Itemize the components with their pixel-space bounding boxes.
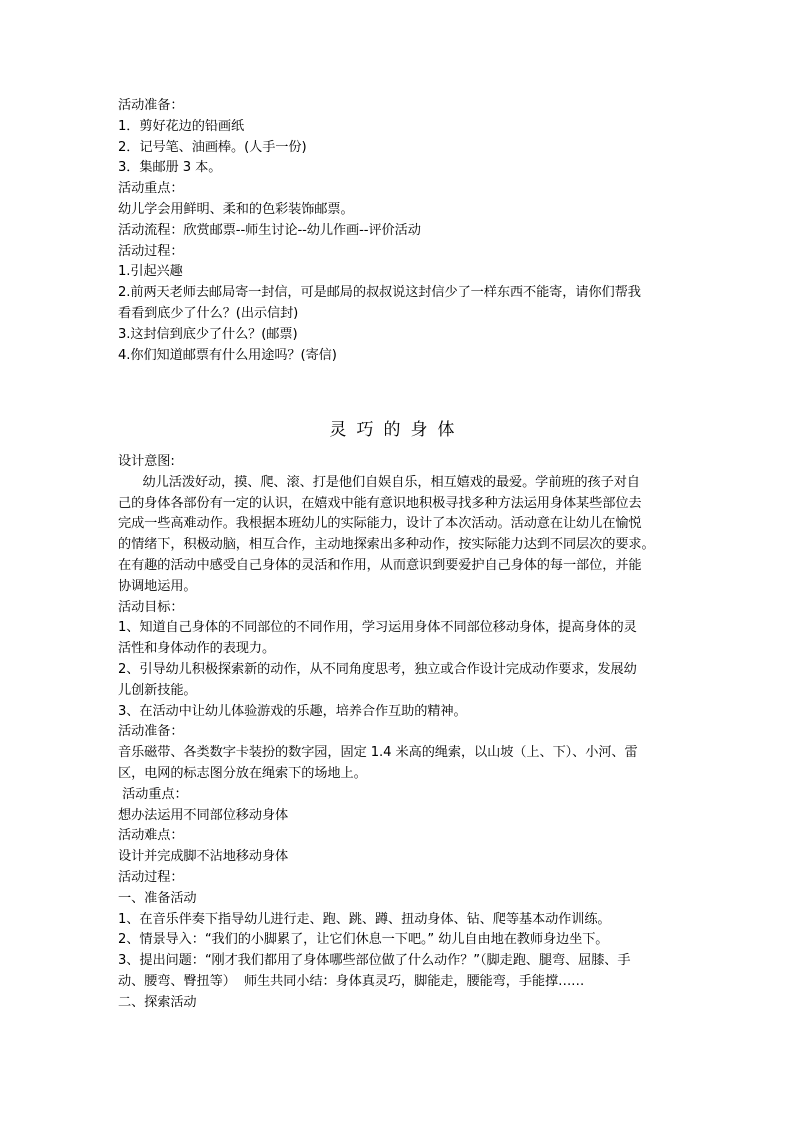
text-line: 活动过程： — [118, 869, 184, 885]
text-line: 设计并完成脚不沾地移动身体 — [118, 849, 289, 865]
text-line: 活动目标： — [118, 599, 184, 615]
text-line: 活动过程： — [118, 243, 184, 259]
text-line: 幼儿活泼好动，摸、爬、滚、打是他们自娱自乐，相互嬉戏的最爱。学前班的孩子对自 — [118, 474, 640, 490]
text-line: 1．剪好花边的铅画纸 — [118, 118, 245, 134]
text-line: 活动重点： — [118, 181, 184, 197]
text-line: 二、探索活动 — [118, 994, 197, 1010]
text-line: 2、情景导入：“我们的小脚累了，让它们休息一下吧。” 幼儿自由地在教师身边坐下。 — [118, 932, 609, 948]
text-line: 在有趣的活动中感受自己身体的灵活和作用，从而意识到要爱护自己身体的每一部位，并能 — [118, 557, 642, 573]
text-line: 4.你们知道邮票有什么用途吗？(寄信) — [118, 347, 337, 363]
text-line: 动、腰弯、臀扭等） 师生共同小结：身体真灵巧，脚能走，腰能弯，手能撑…… — [118, 973, 585, 989]
text-line: 活动重点： — [118, 786, 188, 802]
text-line: 3.这封信到底少了什么？(邮票) — [118, 326, 298, 342]
text-line: 的情绪下，积极动脑，相互合作，主动地探索出多种动作，按实际能力达到不同层次的要求。 — [118, 537, 655, 553]
text-line: 1、知道自己身体的不同部位的不同作用，学习运用身体不同部位移动身体，提高身体的灵 — [118, 620, 637, 636]
text-line: 1.引起兴趣 — [118, 264, 183, 280]
text-line: 看看到底少了什么？(出示信封) — [118, 305, 299, 321]
section-activity-plan — [118, 96, 680, 366]
text-line: 区，电网的标志图分放在绳索下的场地上。 — [118, 765, 367, 781]
text-line: 活动流程：欣赏邮票--师生讨论--幼儿作画--评价活动 — [118, 222, 421, 238]
text-line: 活动准备： — [118, 724, 184, 740]
text-line: 完成一些高难动作。我根据本班幼儿的实际能力，设计了本次活动。活动意在让幼儿在愉悦 — [118, 516, 642, 532]
document-title: 灵巧的身体 — [329, 420, 465, 440]
text-line: 活动准备： — [118, 98, 184, 113]
text-line: 2.前两天老师去邮局寄一封信，可是邮局的叔叔说这封信少了一样东西不能寄，请你们帮我 — [118, 285, 641, 301]
text-line: 1、在音乐伴奏下指导幼儿进行走、跑、跳、蹲、扭动身体、钻、爬等基本动作训练。 — [118, 911, 611, 927]
text-line: 一、准备活动 — [118, 890, 197, 906]
text-line: 协调地运用。 — [118, 578, 197, 594]
text-line: 3．集邮册 3 本。 — [118, 160, 222, 176]
text-line: 3、在活动中让幼儿体验游戏的乐趣，培养合作互助的精神。 — [118, 703, 467, 719]
text-line: 2、引导幼儿积极探索新的动作，从不同角度思考，独立或合作设计完成动作要求，发展幼 — [118, 661, 637, 677]
text-line: 音乐磁带、各类数字卡装扮的数字园，固定 1.4 米高的绳索，以山坡（上、下）、小河、雷 — [118, 745, 638, 761]
section-lesson-plan — [118, 452, 680, 1014]
text-line: 己的身体各部份有一定的认识，在嬉戏中能有意识地积极寻找多种方法运用身体某些部位去 — [118, 495, 642, 511]
text-line: 幼儿学会用鲜明、柔和的色彩装饰邮票。 — [118, 201, 354, 217]
text-line: 儿创新技能。 — [118, 682, 197, 698]
text-line: 活性和身体动作的表现力。 — [118, 641, 276, 657]
text-line: 设计意图: — [118, 454, 175, 469]
text-line: 想办法运用不同部位移动身体 — [118, 807, 289, 823]
text-line: 2．记号笔、油画棒。(人手一份) — [118, 139, 307, 155]
text-line: 3、提出问题：“刚才我们都用了身体哪些部位做了什么动作？”（脚走跑、腿弯、屈膝、手 — [118, 953, 631, 969]
text-line: 活动难点： — [118, 828, 184, 844]
